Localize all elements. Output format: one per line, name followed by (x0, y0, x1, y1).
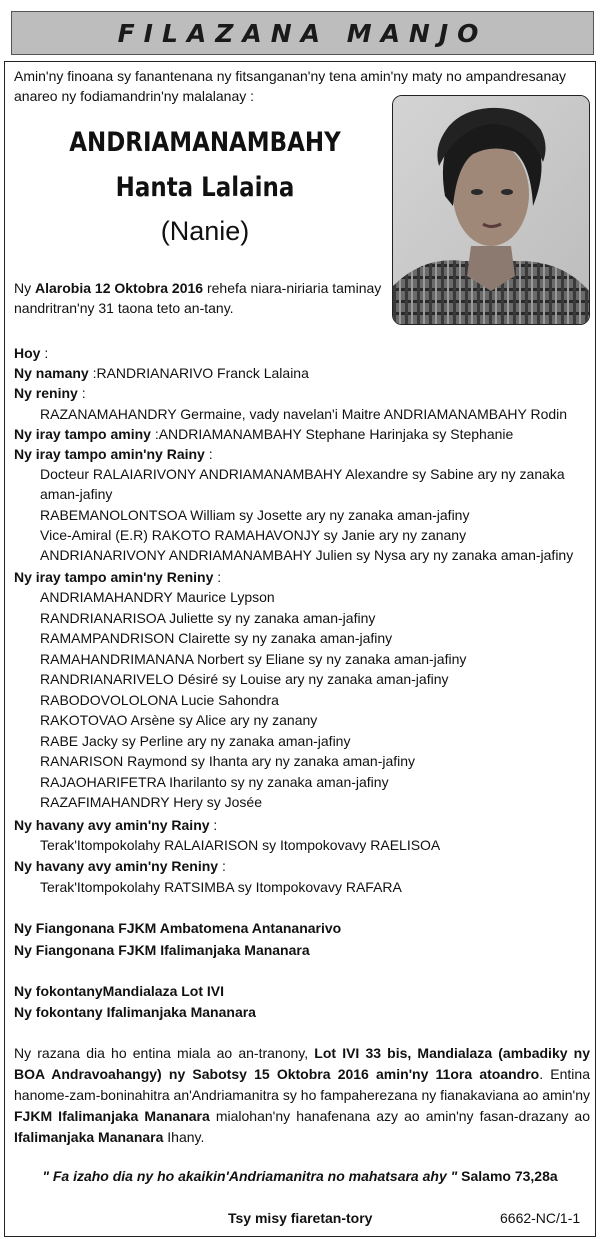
husband-label: Ny namany (14, 365, 89, 381)
siblings-line (14, 424, 513, 444)
list-item: RAZAFIMAHANDRY Hery sy Josée (40, 794, 262, 810)
father-relatives-line: Terak'Itompokolahy RALAIARISON sy Itompokovavy RAELISOA (40, 837, 441, 853)
colon: : (213, 569, 222, 585)
funeral-burial-place: Ifalimanjaka Mananara (14, 1129, 164, 1145)
list-item: RAMAMPANDRISON Clairette sy ny zanaka aman-jafiny (40, 630, 393, 646)
husband-name: :RANDRIANARIVO Franck Lalaina (88, 365, 309, 381)
mother-siblings-label: Ny iray tampo amin'ny Reniny (14, 569, 214, 585)
notice-header (11, 11, 594, 55)
colon: : (77, 385, 86, 401)
colon: : (218, 858, 226, 874)
notice-title: FILAZANA MANJO (117, 18, 488, 48)
father-relatives-heading (14, 815, 217, 835)
funeral-text: . Entina hanome-zam-boninahitra an'Andriamanitra sy ho fampaherezana ny fianakaviana ao amin'ny (14, 1066, 590, 1103)
death-suffix: rehefa niara-niriaria taminay (203, 280, 382, 296)
fokontany-line: Ny fokontany Ifalimanjaka Mananara (14, 1004, 256, 1020)
funeral-paragraph (14, 1043, 590, 1148)
father-relatives-label: Ny havany avy amin'ny Rainy (14, 817, 210, 833)
husband-line (14, 363, 309, 383)
list-item: Vice-Amiral (E.R) RAKOTO RAMAHAVONJY sy Janie ary ny zanany (40, 527, 467, 543)
death-date: Alarobia 12 Oktobra 2016 (35, 280, 204, 296)
deceased-given-name: Hanta Lalaina (115, 172, 295, 203)
mother-relatives-line: Terak'Itompokolahy RATSIMBA sy Itompokovavy RAFARA (40, 879, 402, 895)
verse-line (0, 1166, 600, 1186)
siblings-names: :ANDRIAMANAMBAHY Stephane Harinjaka sy Stephanie (150, 426, 514, 442)
list-item: RANDRIANARIVELO Désiré sy Louise ary ny zanaka aman-jafiny (40, 671, 449, 687)
list-item: RABE Jacky sy Perline ary ny zanaka aman-jafiny (40, 733, 351, 749)
list-item: aman-jafiny (40, 486, 113, 502)
church-line: Ny Fiangonana FJKM Ifalimanjaka Mananara (14, 942, 310, 958)
list-item: ANDRIANARIVONY ANDRIAMANAMBAHY Julien sy Nysa ary ny zanaka aman-jafiny (40, 547, 574, 563)
mother-relatives-heading (14, 856, 226, 876)
hoy-label: Hoy (14, 345, 41, 361)
deceased-nickname: (Nanie) (160, 216, 250, 246)
death-line-2: nandritran'ny 31 taona teto an-tany. (14, 300, 234, 316)
church-line: Ny Fiangonana FJKM Ambatomena Antananarivo (14, 920, 342, 936)
list-item: RAMAHANDRIMANANA Norbert sy Eliane sy ny zanaka aman-jafiny (40, 651, 467, 667)
list-item: Docteur RALAIARIVONY ANDRIAMANAMBAHY Alexandre sy Sabine ary ny zanaka (40, 466, 565, 482)
mother-relatives-label: Ny havany avy amin'ny Reniny (14, 858, 219, 874)
list-item: ANDRIAMAHANDRY Maurice Lypson (40, 589, 275, 605)
colon: : (209, 817, 218, 833)
list-item: RABEMANOLONTSOA William sy Josette ary ny zanaka aman-jafiny (40, 507, 470, 523)
list-item: RABODOVOLOLONA Lucie Sahondra (40, 692, 279, 708)
footer-code: 6662-NC/1-1 (500, 1210, 581, 1226)
colon: : (40, 345, 49, 361)
siblings-label: Ny iray tampo aminy (14, 426, 151, 442)
death-prefix: Ny (14, 280, 35, 296)
parents-heading (14, 383, 86, 403)
intro-text: Amin'ny finoana sy fanantenana ny fitsanganan'ny tena amin'ny maty no ampandresanay (14, 68, 567, 84)
colon: : (204, 446, 213, 462)
list-item: RANARISON Raymond sy Ihanta ary ny zanaka aman-jafiny (40, 753, 416, 769)
fokontany-line: Ny fokontanyMandialaza Lot IVI (14, 983, 225, 999)
intro-text-2: anareo ny fodiamandrin'ny malalanay : (14, 88, 255, 104)
funeral-church: FJKM Ifalimanjaka Mananara (14, 1108, 210, 1124)
parents-label: Ny reniny (14, 385, 78, 401)
funeral-text: Ihany. (163, 1129, 205, 1145)
deceased-photo (392, 95, 590, 325)
father-siblings-label: Ny iray tampo amin'ny Rainy (14, 446, 205, 462)
parents-line: RAZANAMAHANDRY Germaine, vady navelan'i Maitre ANDRIAMANAMBAHY Rodin (40, 406, 568, 422)
list-item: RANDRIANARISOA Juliette sy ny zanaka aman-jafiny (40, 610, 376, 626)
hoy-line (14, 343, 48, 363)
father-siblings-heading (14, 444, 213, 464)
verse-quote: " Fa izaho dia ny ho akaikin'Andriamanitra no mahatsara ahy " (42, 1168, 458, 1184)
list-item: RAJAOHARIFETRA Iharilanto sy ny zanaka aman-jafiny (40, 774, 389, 790)
footer-note: Tsy misy fiaretan-tory (228, 1210, 373, 1226)
funeral-location: Lot IVI 33 bis, Mandialaza (ambadiky ny BOA Andravoahangy) ny Sabotsy 15 Oktobra 2016 amin'ny 11ora atoandro (14, 1045, 590, 1082)
list-item: RAKOTOVAO Arsène sy Alice ary ny zanany (40, 712, 318, 728)
portrait-image (393, 96, 589, 324)
funeral-text: mialohan'ny hanafenana azy ao amin'ny fasan-drazany ao (209, 1108, 590, 1124)
death-line (14, 278, 381, 298)
verse-reference: Salamo 73,28a (457, 1168, 558, 1184)
funeral-text: Ny razana dia ho entina miala ao an-tranony, (14, 1045, 315, 1061)
mother-siblings-heading (14, 567, 221, 587)
deceased-surname: ANDRIAMANAMBAHY (69, 127, 341, 158)
